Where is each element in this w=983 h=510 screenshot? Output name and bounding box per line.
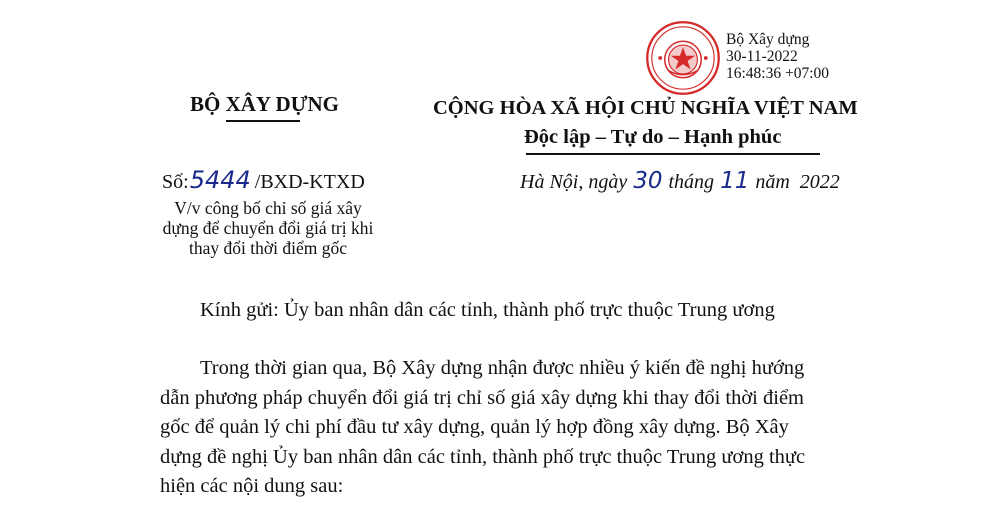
subject-line: V/v công bố chỉ số giá xây bbox=[174, 198, 362, 218]
date-prefix: Hà Nội, ngày bbox=[520, 171, 628, 193]
document-number-label: Số: bbox=[162, 171, 189, 193]
digital-signature-info bbox=[726, 31, 829, 82]
signature-time: 16:48:36 +07:00 bbox=[726, 65, 830, 82]
document-number bbox=[162, 166, 365, 194]
body-line: dựng đề nghị Ủy ban nhân dân các tỉnh, thành phố trực thuộc Trung ương thực bbox=[160, 445, 806, 468]
date-month-handwritten: 11 bbox=[720, 168, 750, 194]
body-line: gốc để quản lý chi phí đầu tư xây dựng, quản lý hợp đồng xây dựng. Bộ Xây bbox=[160, 416, 789, 438]
issuing-agency: BỘ XÂY DỰNG bbox=[190, 92, 339, 116]
agency-underline bbox=[226, 120, 300, 122]
recipient-line: Kính gửi: Ủy ban nhân dân các tỉnh, thành phố trực thuộc Trung ương bbox=[200, 299, 775, 321]
document-body bbox=[160, 354, 880, 502]
document-number-suffix: /BXD-KTXD bbox=[254, 171, 365, 193]
national-motto: Độc lập – Tự do – Hạnh phúc bbox=[524, 126, 782, 148]
subject-line: thay đổi thời điểm gốc bbox=[189, 238, 347, 258]
body-line: hiện các nội dung sau: bbox=[160, 475, 344, 497]
date-day-handwritten: 30 bbox=[633, 168, 663, 194]
document-number-handwritten: 5444 bbox=[189, 166, 251, 194]
place-and-date bbox=[520, 168, 840, 194]
national-title: CỘNG HÒA XÃ HỘI CHỦ NGHĨA VIỆT NAM bbox=[433, 97, 858, 119]
date-year: năm 2022 bbox=[755, 171, 840, 193]
document-subject bbox=[120, 198, 416, 258]
signature-date: 30-11-2022 bbox=[726, 48, 798, 65]
subject-line: dựng để chuyển đổi giá trị khi bbox=[162, 218, 374, 238]
body-line: dẫn phương pháp chuyển đổi giá trị chỉ số giá xây dựng khi thay đổi thời điểm bbox=[160, 386, 804, 409]
ministry-seal-icon bbox=[645, 20, 721, 96]
motto-underline bbox=[526, 153, 820, 155]
body-line: Trong thời gian qua, Bộ Xây dựng nhận được nhiều ý kiến đề nghị hướng bbox=[200, 357, 805, 379]
signature-signer: Bộ Xây dựng bbox=[726, 31, 810, 48]
date-month-label: tháng bbox=[668, 171, 715, 193]
